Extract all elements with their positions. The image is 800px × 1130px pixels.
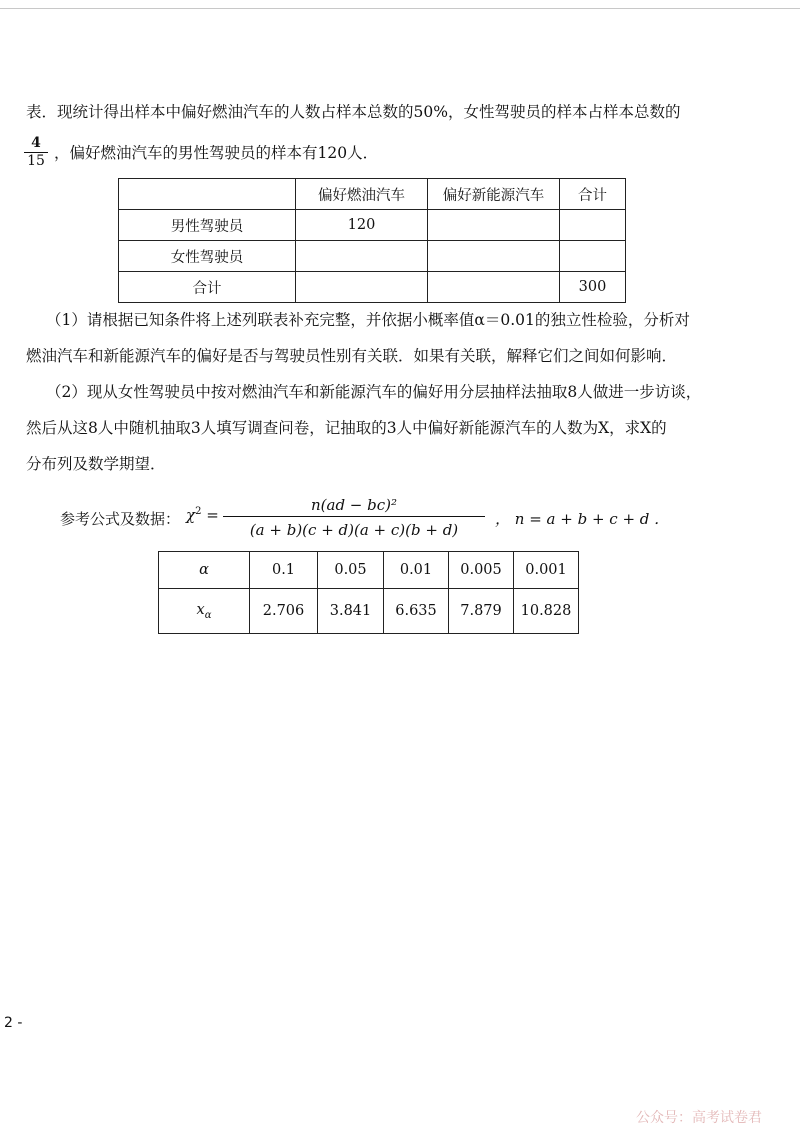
table-cell: [428, 272, 560, 303]
table-cell: 10.828: [514, 589, 579, 634]
formula-fraction: [223, 494, 485, 543]
critical-value-table: [158, 551, 579, 634]
table-header-row: [119, 179, 626, 210]
fraction-denominator: 15: [27, 153, 45, 169]
question-2-line-3: 分布列及数学期望．: [26, 455, 166, 473]
table-cell: 7.879: [449, 589, 514, 634]
table-row: [119, 272, 626, 303]
question-2-line-1: （2）现从女性驾驶员中按对燃油汽车和新能源汽车的偏好用分层抽样法抽取8人做进一步访谈，: [46, 383, 702, 401]
table-row: [159, 589, 579, 634]
page-number: 2 -: [4, 1015, 23, 1031]
question-2-line-2: 然后从这8人中随机抽取3人填写调查问卷，记抽取的3人中偏好新能源汽车的人数为X，求X的: [26, 419, 667, 437]
table-cell: 0.05: [318, 552, 384, 589]
table-header-cell: 合计: [560, 179, 626, 210]
table-row-label: α: [159, 552, 250, 589]
table-cell: [296, 241, 428, 272]
table-cell: [119, 179, 296, 210]
question-1-line-1: （1）请根据已知条件将上述列联表补充完整，并依据小概率值α＝0.01的独立性检验，分析对: [46, 311, 690, 329]
table-cell: [428, 210, 560, 241]
contingency-table: [118, 178, 626, 303]
equals-sign: =: [201, 506, 219, 524]
table-cell: 0.001: [514, 552, 579, 589]
table-cell: [560, 210, 626, 241]
formula-denominator: (a + b)(c + d)(a + c)(b + d): [249, 521, 459, 539]
table-header-cell: 偏好新能源汽车: [428, 179, 560, 210]
table-row-label: 女性驾驶员: [119, 241, 296, 272]
formula-label: 参考公式及数据：: [60, 510, 181, 528]
table-cell: [428, 241, 560, 272]
alpha-subscript: α: [204, 609, 212, 621]
table-cell: 6.635: [384, 589, 449, 634]
table-row: [119, 210, 626, 241]
question-1-line-2: 燃油汽车和新能源汽车的偏好是否与驾驶员性别有关联．如果有关联，解释它们之间如何影响．: [26, 347, 678, 365]
watermark: 公众号：高考试卷君: [636, 1110, 762, 1126]
table-row: [119, 241, 626, 272]
formula-numerator: n(ad − bc)²: [310, 496, 398, 514]
table-header-cell: 偏好燃油汽车: [296, 179, 428, 210]
fraction-four-fifteenths: [24, 135, 48, 170]
table-row-label: 男性驾驶员: [119, 210, 296, 241]
table-row-label: 合计: [119, 272, 296, 303]
chi-square-symbol: [186, 506, 219, 524]
table-cell: 2.706: [250, 589, 318, 634]
table-cell: 3.841: [318, 589, 384, 634]
table-cell: [296, 272, 428, 303]
table-row-label: [159, 589, 250, 634]
chi-letter: χ: [186, 506, 196, 524]
sample-size-expression: ， n = a + b + c + d ．: [495, 510, 670, 528]
table-cell: 120: [296, 210, 428, 241]
table-row: [159, 552, 579, 589]
table-cell: 0.005: [449, 552, 514, 589]
table-cell: 300: [560, 272, 626, 303]
fraction-numerator: 4: [24, 135, 48, 153]
intro-line-2: ，偏好燃油汽车的男性驾驶员的样本有120人．: [54, 144, 379, 162]
table-cell: 0.1: [250, 552, 318, 589]
intro-line-1: 表．现统计得出样本中偏好燃油汽车的人数占样本总数的50%，女性驾驶员的样本占样本总数的: [26, 103, 681, 121]
table-cell: [560, 241, 626, 272]
table-cell: 0.01: [384, 552, 449, 589]
x-symbol: x: [196, 601, 205, 618]
chi-exponent: 2: [195, 506, 202, 517]
top-border-line: [0, 8, 800, 9]
